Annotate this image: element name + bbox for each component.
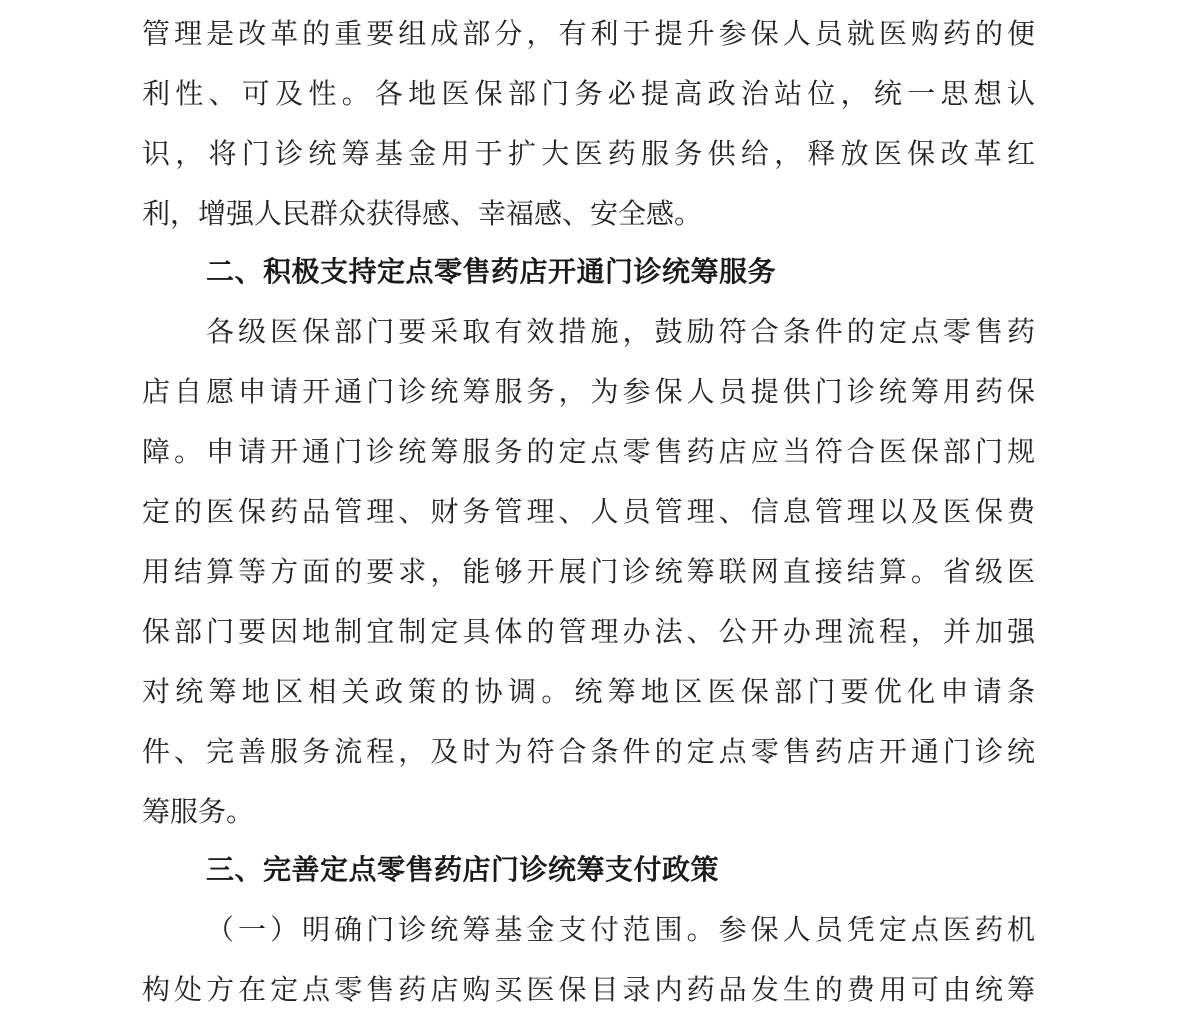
paragraph-line: 筹服务。: [142, 795, 255, 828]
paragraph-line: 件、完善服务流程，及时为符合条件的定点零售药店开通门诊统: [142, 735, 1035, 768]
paragraph-line: 构处方在定点零售药店购买医保目录内药品发生的费用可由统筹: [142, 973, 1035, 1006]
paragraph-line: （一）明确门诊统筹基金支付范围。参保人员凭定点医药机: [206, 913, 1035, 946]
paragraph-line: 各级医保部门要采取有效措施，鼓励符合条件的定点零售药: [206, 315, 1035, 348]
paragraph-line: 障。申请开通门诊统筹服务的定点零售药店应当符合医保部门规: [142, 435, 1035, 468]
section-heading-3: 三、完善定点零售药店门诊统筹支付政策: [206, 853, 720, 886]
paragraph-line: 管理是改革的重要组成部分，有利于提升参保人员就医购药的便: [142, 17, 1035, 50]
paragraph-line: 保部门要因地制宜制定具体的管理办法、公开办理流程，并加强: [142, 615, 1035, 648]
paragraph-line: 定的医保药品管理、财务管理、人员管理、信息管理以及医保费: [142, 495, 1035, 528]
paragraph-line: 用结算等方面的要求，能够开展门诊统筹联网直接结算。省级医: [142, 555, 1035, 588]
paragraph-line: 对统筹地区相关政策的协调。统筹地区医保部门要优化申请条: [142, 675, 1035, 708]
paragraph-line: 识，将门诊统筹基金用于扩大医药服务供给，释放医保改革红: [142, 137, 1035, 170]
paragraph-line: 利性、可及性。各地医保部门务必提高政治站位，统一思想认: [142, 77, 1035, 110]
section-heading-2: 二、积极支持定点零售药店开通门诊统筹服务: [206, 255, 777, 288]
paragraph-line: 利，增强人民群众获得感、幸福感、安全感。: [142, 197, 703, 230]
paragraph-line: 店自愿申请开通门诊统筹服务，为参保人员提供门诊统筹用药保: [142, 375, 1035, 408]
